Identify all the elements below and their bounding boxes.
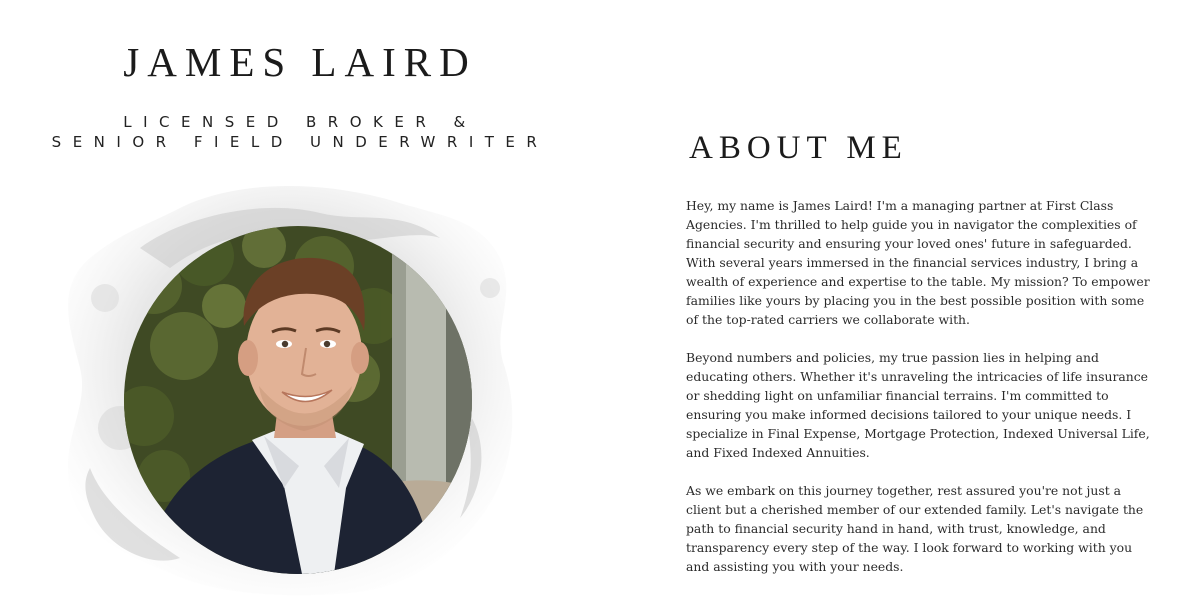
profile-title-line-2: SENIOR FIELD UNDERWRITER [51, 133, 549, 151]
profile-title-line-1: LICENSED BROKER & [123, 113, 477, 131]
about-body [686, 196, 1154, 595]
portrait-frame [60, 178, 520, 598]
portrait-photo [124, 226, 472, 574]
about-paragraph-1: Hey, my name is James Laird! I'm a managing partner at First Class Agencies. I'm thrilled to help guide you in navigator the complexities of financial security and ensuring your loved ones' future in safeguarded. With several years immersed in the financial services industry, I bring a wealth of experience and expertise to the table. My mission? To empower families like yours by placing you in the best possible position with some of the top-rated carriers we collaborate with. [686, 198, 1150, 327]
about-paragraph-3: As we embark on this journey together, rest assured you're not just a client but a cherished member of our extended family. Let's navigate the path to financial security hand in hand, with trust, knowledge, and transparency every step of the way. I look forward to working with you and assisting you with your needs. [686, 483, 1144, 574]
portrait-illustration [124, 226, 472, 574]
profile-name: JAMES LAIRD [123, 39, 477, 85]
about-paragraph-2: Beyond numbers and policies, my true passion lies in helping and educating others. Whether it's unraveling the intricacies of life insurance or shedding light on unfamiliar financial terrains. I'm committed to ensuring you make informed decisions tailored to your unique needs. I specialize in Final Expense, Mortgage Protection, Indexed Universal Life, and Fixed Indexed Annuities. [686, 350, 1150, 460]
about-heading: ABOUT ME [689, 130, 908, 166]
about-column [686, 0, 1156, 600]
